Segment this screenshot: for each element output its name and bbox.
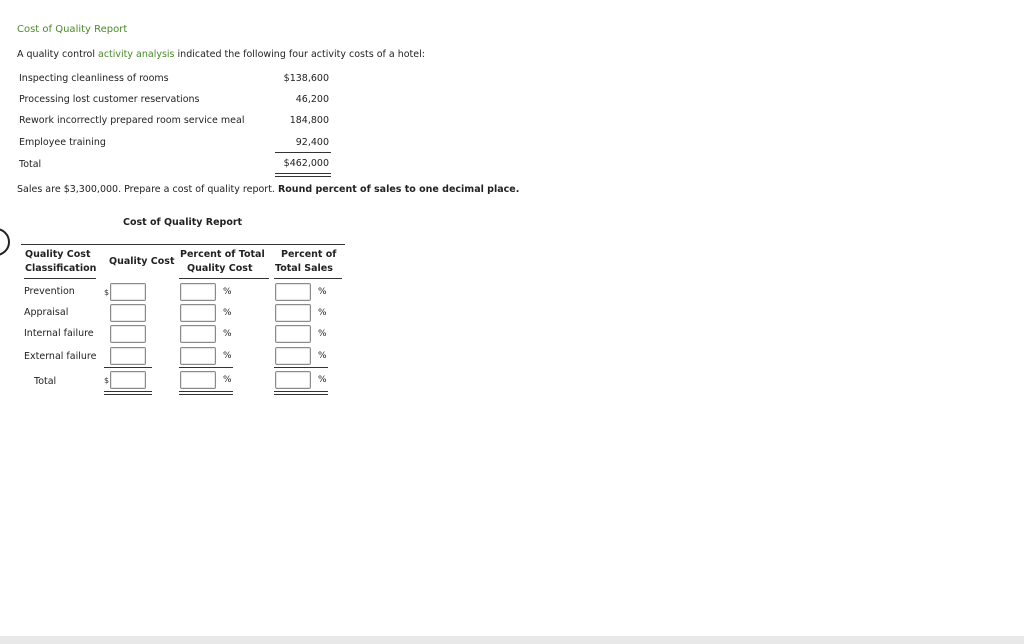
activity-value: 184,800 bbox=[289, 115, 329, 126]
currency-symbol: $ bbox=[104, 376, 110, 385]
total-double-rule bbox=[274, 391, 328, 395]
total-pct-sales-input[interactable] bbox=[275, 371, 311, 389]
row-label-internal-failure: Internal failure bbox=[24, 328, 94, 339]
activity-label: Rework incorrectly prepared room service meal bbox=[19, 115, 245, 126]
page-title: Cost of Quality Report bbox=[17, 24, 128, 35]
header-rule bbox=[179, 278, 269, 279]
activity-value: 46,200 bbox=[295, 94, 329, 105]
prevention-pct-total-input[interactable] bbox=[180, 283, 216, 301]
header-quality-cost: Quality Cost bbox=[109, 256, 175, 267]
appraisal-pct-sales-input[interactable] bbox=[275, 304, 311, 322]
internal-failure-cost-input[interactable] bbox=[110, 325, 146, 343]
table-top-rule bbox=[21, 244, 345, 245]
step-marker-icon bbox=[0, 228, 10, 256]
percent-sign: % bbox=[223, 308, 232, 318]
total-pct-total-input[interactable] bbox=[180, 371, 216, 389]
total-double-rule bbox=[275, 173, 331, 177]
internal-failure-pct-sales-input[interactable] bbox=[275, 325, 311, 343]
activity-value: $138,600 bbox=[283, 73, 329, 84]
activity-total-label: Total bbox=[19, 159, 42, 170]
total-rule bbox=[179, 367, 233, 368]
percent-sign: % bbox=[318, 375, 327, 385]
header-classification-line2: Classification bbox=[25, 263, 97, 274]
header-rule bbox=[24, 278, 96, 279]
subtotal-rule bbox=[275, 152, 331, 153]
row-label-prevention: Prevention bbox=[24, 286, 75, 297]
external-failure-pct-total-input[interactable] bbox=[180, 347, 216, 365]
header-pct-total-line2: Quality Cost bbox=[187, 263, 253, 274]
percent-sign: % bbox=[223, 329, 232, 339]
header-pct-sales-line1: Percent of bbox=[281, 249, 337, 260]
header-pct-total-line1: Percent of Total bbox=[180, 249, 265, 260]
activity-label: Processing lost customer reservations bbox=[19, 94, 200, 105]
activity-label: Employee training bbox=[19, 137, 106, 148]
header-pct-sales-line2: Total Sales bbox=[275, 263, 333, 274]
appraisal-pct-total-input[interactable] bbox=[180, 304, 216, 322]
percent-sign: % bbox=[318, 308, 327, 318]
instruction-plain: Sales are $3,300,000. Prepare a cost of quality report. bbox=[17, 184, 278, 195]
total-rule bbox=[274, 367, 328, 368]
total-rule bbox=[104, 367, 152, 368]
appraisal-cost-input[interactable] bbox=[110, 304, 146, 322]
percent-sign: % bbox=[318, 329, 327, 339]
prevention-pct-sales-input[interactable] bbox=[275, 283, 311, 301]
intro-suffix: indicated the following four activity costs of a hotel: bbox=[174, 49, 425, 60]
external-failure-cost-input[interactable] bbox=[110, 347, 146, 365]
activity-value: 92,400 bbox=[295, 137, 329, 148]
percent-sign: % bbox=[223, 287, 232, 297]
total-cost-input[interactable] bbox=[110, 371, 146, 389]
report-title: Cost of Quality Report bbox=[123, 217, 243, 228]
prevention-cost-input[interactable] bbox=[110, 283, 146, 301]
intro-text bbox=[17, 49, 425, 60]
intro-prefix: A quality control bbox=[17, 49, 98, 60]
total-double-rule bbox=[104, 391, 152, 395]
activity-total-value: $462,000 bbox=[283, 158, 329, 169]
internal-failure-pct-total-input[interactable] bbox=[180, 325, 216, 343]
header-classification-line1: Quality Cost bbox=[25, 249, 91, 260]
currency-symbol: $ bbox=[104, 288, 110, 297]
instruction-text bbox=[17, 184, 519, 195]
percent-sign: % bbox=[318, 351, 327, 361]
percent-sign: % bbox=[223, 351, 232, 361]
activity-label: Inspecting cleanliness of rooms bbox=[19, 73, 169, 84]
row-label-total: Total bbox=[34, 376, 57, 387]
activity-analysis-link[interactable]: activity analysis bbox=[98, 49, 175, 60]
instruction-bold: Round percent of sales to one decimal place. bbox=[277, 184, 520, 195]
bottom-scroll-bar bbox=[0, 636, 1024, 644]
percent-sign: % bbox=[223, 375, 232, 385]
row-label-external-failure: External failure bbox=[24, 351, 97, 362]
external-failure-pct-sales-input[interactable] bbox=[275, 347, 311, 365]
percent-sign: % bbox=[318, 287, 327, 297]
header-rule bbox=[274, 278, 342, 279]
total-double-rule bbox=[179, 391, 233, 395]
row-label-appraisal: Appraisal bbox=[24, 307, 69, 318]
